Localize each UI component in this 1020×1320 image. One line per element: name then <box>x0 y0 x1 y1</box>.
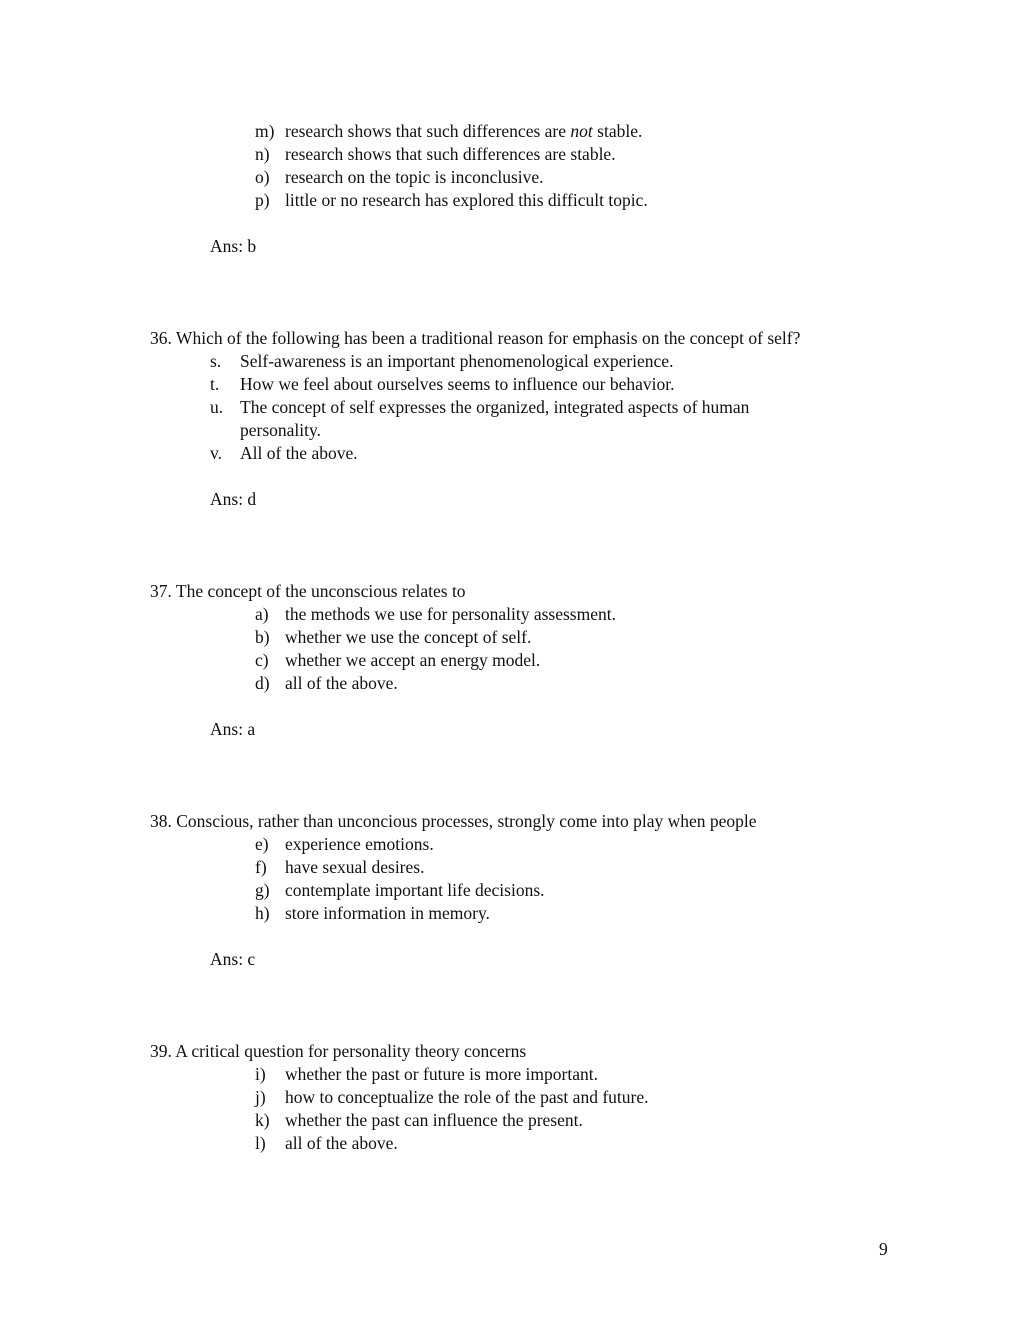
option-text-continued: personality. <box>240 420 321 440</box>
option-marker: l) <box>255 1133 266 1153</box>
answer-text: Ans: a <box>210 719 256 739</box>
option-marker: c) <box>255 650 269 670</box>
option-text: Self-awareness is an important phenomenological experience. <box>240 351 674 371</box>
option-marker: b) <box>255 627 270 647</box>
option-text: whether the past or future is more important. <box>285 1064 598 1084</box>
option-marker: g) <box>255 880 270 900</box>
emphasis-text: not <box>570 121 593 141</box>
option-marker: m) <box>255 121 275 141</box>
option-marker: a) <box>255 604 269 624</box>
option-text: contemplate important life decisions. <box>285 880 545 900</box>
option-marker: t. <box>210 374 220 394</box>
option-marker: n) <box>255 144 270 164</box>
option-marker: u. <box>210 397 224 417</box>
option-text: all of the above. <box>285 673 398 693</box>
answer-text: Ans: c <box>210 949 256 969</box>
option-marker: s. <box>210 351 222 371</box>
question-text: 37. The concept of the unconscious relates to <box>150 581 466 601</box>
option-text: all of the above. <box>285 1133 398 1153</box>
option-marker: j) <box>255 1087 266 1107</box>
option-text: have sexual desires. <box>285 857 425 877</box>
option-text: All of the above. <box>240 443 358 463</box>
answer-text: Ans: d <box>210 489 257 509</box>
option-marker: e) <box>255 834 269 854</box>
option-text: research on the topic is inconclusive. <box>285 167 544 187</box>
option-text: experience emotions. <box>285 834 434 854</box>
question-text: 38. Conscious, rather than unconcious processes, strongly come into play when people <box>150 811 757 831</box>
option-marker: f) <box>255 857 267 877</box>
option-marker: v. <box>210 443 222 463</box>
option-text: How we feel about ourselves seems to influence our behavior. <box>240 374 675 394</box>
option-text: little or no research has explored this difficult topic. <box>285 190 648 210</box>
question-text: 36. Which of the following has been a traditional reason for emphasis on the concept of self? <box>150 328 801 348</box>
option-marker: h) <box>255 903 270 923</box>
option-text: how to conceptualize the role of the past and future. <box>285 1087 649 1107</box>
option-marker: o) <box>255 167 270 187</box>
option-marker: p) <box>255 190 270 210</box>
page-number: 9 <box>879 1239 888 1259</box>
question-text: 39. A critical question for personality theory concerns <box>150 1041 527 1061</box>
option-marker: d) <box>255 673 270 693</box>
option-text: whether we accept an energy model. <box>285 650 541 670</box>
option-text: The concept of self expresses the organized, integrated aspects of human <box>240 397 750 417</box>
option-text: research shows that such differences are stable. <box>285 144 616 164</box>
answer-text: Ans: b <box>210 236 257 256</box>
option-text: research shows that such differences are not stable. <box>285 121 643 141</box>
option-text: store information in memory. <box>285 903 490 923</box>
option-marker: i) <box>255 1064 266 1084</box>
option-text: whether the past can influence the present. <box>285 1110 583 1130</box>
option-text: the methods we use for personality assessment. <box>285 604 616 624</box>
option-marker: k) <box>255 1110 270 1130</box>
option-text: whether we use the concept of self. <box>285 627 532 647</box>
